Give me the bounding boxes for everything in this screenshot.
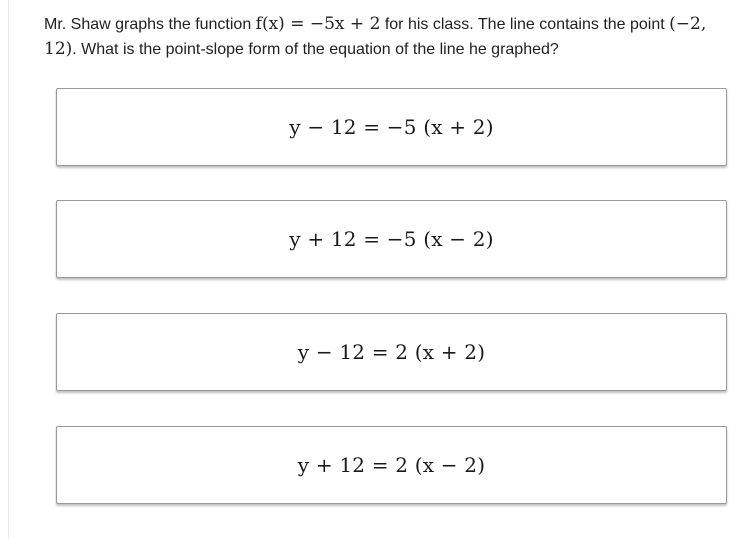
answer-option-b[interactable]: [56, 200, 727, 278]
answer-option-equation: y + 12 = −5 (x − 2): [289, 227, 494, 251]
answer-option-d[interactable]: [56, 426, 727, 504]
answer-option-equation: y − 12 = −5 (x + 2): [289, 115, 494, 139]
question-middle: for his class. The line contains the point: [380, 16, 670, 33]
page-left-border: [8, 0, 9, 539]
answer-option-a[interactable]: [56, 88, 727, 166]
question-intro: Mr. Shaw graphs the function: [44, 16, 256, 33]
answer-option-c[interactable]: [56, 313, 727, 391]
point-expression: (−2, 12): [44, 14, 707, 59]
answer-option-equation: y + 12 = 2 (x − 2): [297, 453, 486, 477]
function-expression: f(x) = −5x + 2: [255, 14, 381, 34]
question-end: . What is the point-slope form of the equation of the line he graphed?: [72, 41, 559, 58]
question-text: [44, 12, 724, 62]
answer-option-equation: y − 12 = 2 (x + 2): [297, 340, 486, 364]
